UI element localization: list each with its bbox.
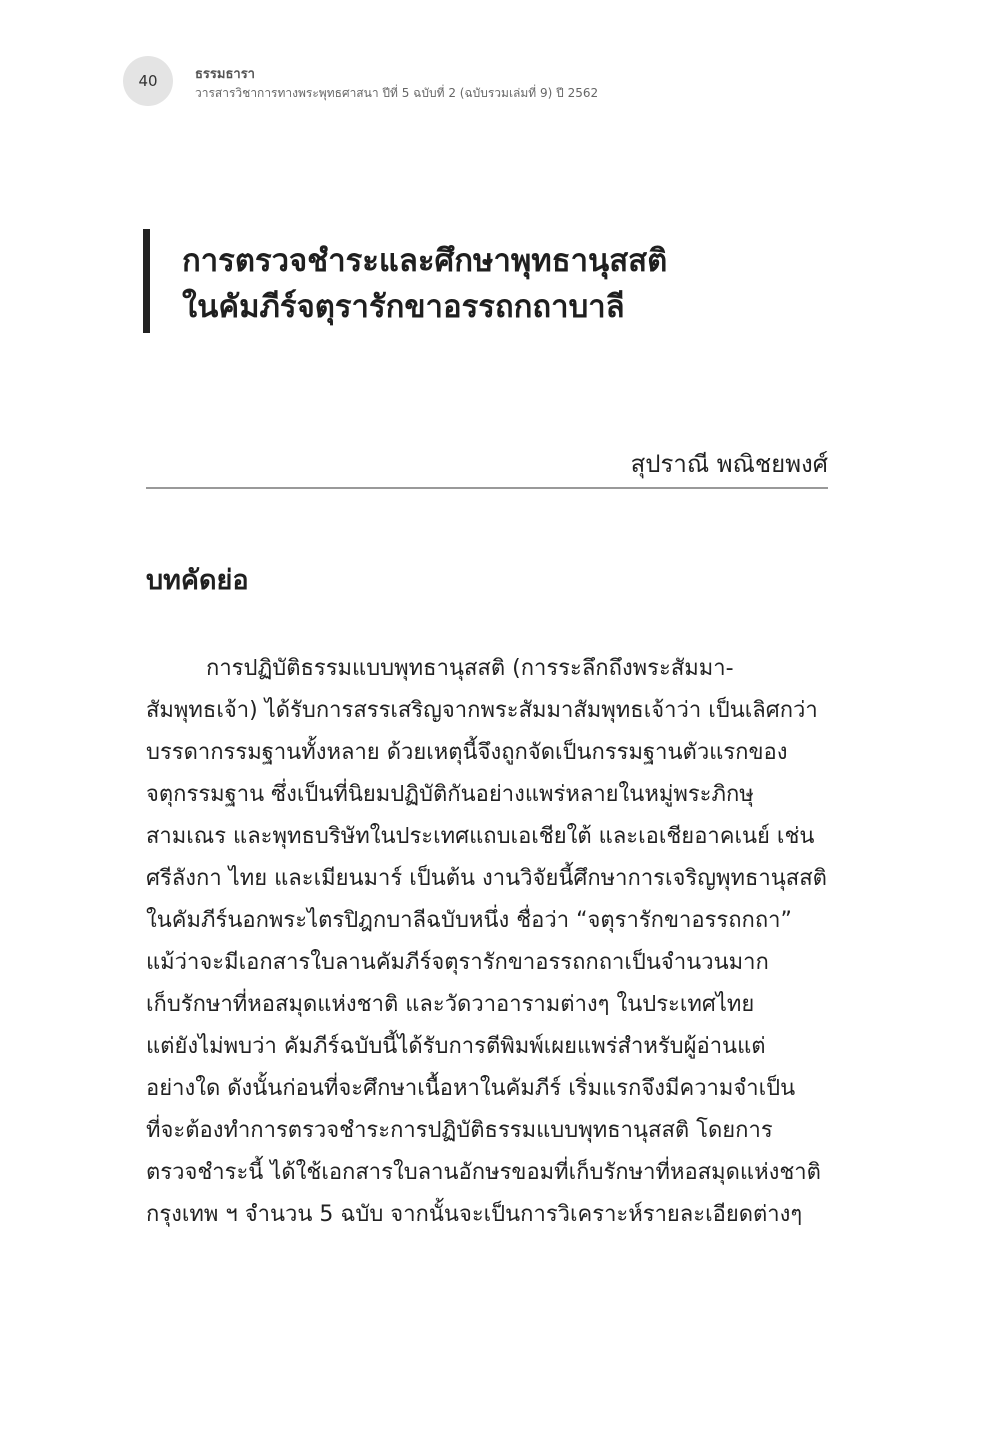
abstract-line: อย่างใด ดังนั้นก่อนที่จะศึกษาเนื้อหาในคัมภีร์ เริ่มแรกจึงมีความจำเป็น	[146, 1076, 796, 1101]
page-number: 40	[138, 72, 158, 90]
author-name: สุปราณี พณิชยพงศ์	[630, 450, 828, 478]
abstract-line: สัมพุทธเจ้า) ได้รับการสรรเสริญจากพระสัมมาสัมพุทธเจ้าว่า เป็นเลิศกว่า	[146, 698, 818, 723]
abstract-line: เก็บรักษาที่หอสมุดแห่งชาติ และวัดวาอารามต่างๆ ในประเทศไทย	[146, 992, 755, 1017]
abstract-line: การปฏิบัติธรรมแบบพุทธานุสสติ (การระลึกถึงพระสัมมา-	[206, 656, 734, 681]
journal-issue: วารสารวิชาการทางพระพุทธศาสนา ปีที่ 5 ฉบับที่ 2 (ฉบับรวมเล่มที่ 9) ปี 2562	[195, 86, 599, 100]
abstract-line: แม้ว่าจะมีเอกสารใบลานคัมภีร์จตุรารักขาอรรถกถาเป็นจำนวนมาก	[146, 950, 769, 975]
author-divider	[146, 487, 828, 489]
abstract-line: บรรดากรรมฐานทั้งหลาย ด้วยเหตุนี้จึงถูกจัดเป็นกรรมฐานตัวแรกของ	[146, 740, 788, 765]
article-title	[182, 238, 667, 330]
abstract-line: ศรีลังกา ไทย และเมียนมาร์ เป็นต้น งานวิจัยนี้ศึกษาการเจริญพุทธานุสสติ	[146, 866, 827, 891]
title-accent-bar	[143, 229, 150, 333]
page-number-badge	[123, 56, 173, 106]
abstract-line: ในคัมภีร์นอกพระไตรปิฎกบาลีฉบับหนึ่ง ชื่อว่า “จตุรารักขาอรรถกถา”	[146, 908, 792, 933]
abstract-line: สามเณร และพุทธบริษัทในประเทศแถบเอเชียใต้ และเอเชียอาคเนย์ เช่น	[146, 824, 815, 849]
abstract-line: กรุงเทพ ฯ จำนวน 5 ฉบับ จากนั้นจะเป็นการวิเคราะห์รายละเอียดต่างๆ	[146, 1202, 803, 1227]
abstract-line: ตรวจชำระนี้ ได้ใช้เอกสารใบลานอักษรขอมที่เก็บรักษาที่หอสมุดแห่งชาติ	[146, 1160, 821, 1185]
abstract-line: แต่ยังไม่พบว่า คัมภีร์ฉบับนี้ได้รับการตีพิมพ์เผยแพร่สำหรับผู้อ่านแต่	[146, 1034, 766, 1059]
abstract-line: จตุกรรมฐาน ซึ่งเป็นที่นิยมปฏิบัติกันอย่างแพร่หลายในหมู่พระภิกษุ	[146, 782, 754, 807]
abstract-heading: บทคัดย่อ	[146, 565, 249, 596]
abstract-body	[146, 648, 828, 1236]
journal-name: ธรรมธารา	[195, 67, 255, 82]
abstract-line: ที่จะต้องทำการตรวจชำระการปฏิบัติธรรมแบบพุทธานุสสติ โดยการ	[146, 1118, 773, 1143]
article-title-line: ในคัมภีร์จตุรารักขาอรรถกถาบาลี	[182, 289, 625, 325]
article-title-line: การตรวจชำระและศึกษาพุทธานุสสติ	[182, 243, 668, 279]
